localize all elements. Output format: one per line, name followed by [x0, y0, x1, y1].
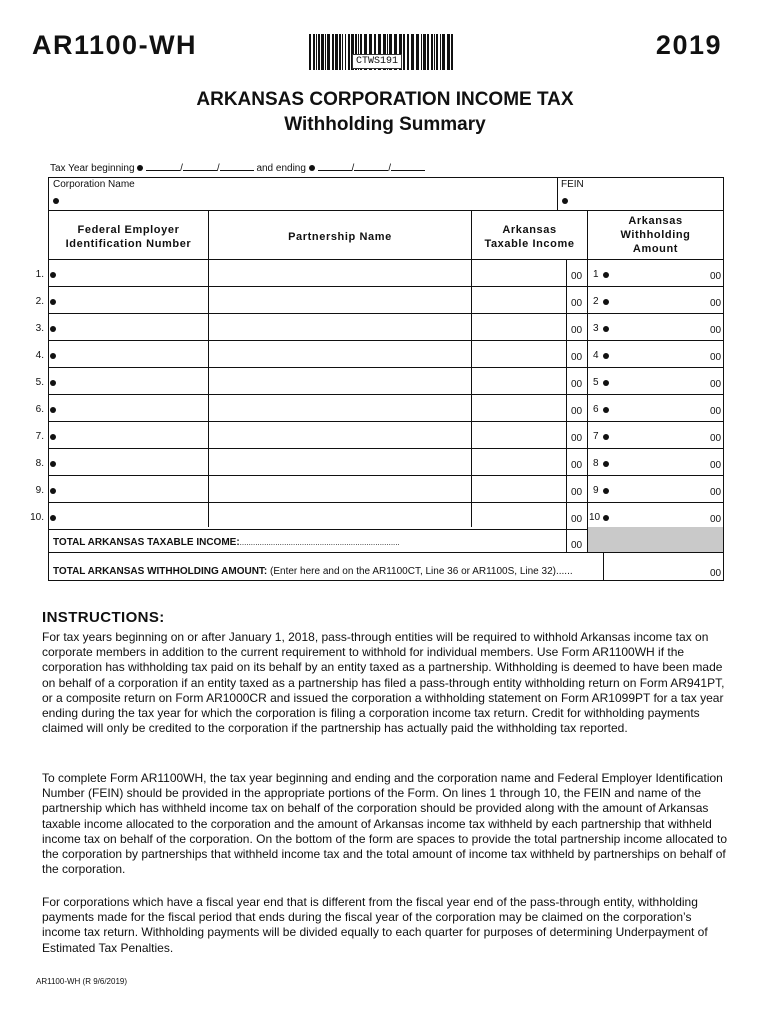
row-withholding-field[interactable]: [612, 505, 706, 526]
row-withholding-number: 7: [593, 431, 599, 442]
row-fein-field[interactable]: [58, 424, 206, 445]
bullet-icon: [50, 461, 56, 467]
header-federal-employer-id: [49, 223, 208, 251]
form-subtitle: Withholding Summary: [284, 114, 486, 135]
row-withholding-cents: 00: [710, 433, 722, 444]
row-withholding-number: 6: [593, 404, 599, 415]
row-withholding-field[interactable]: [612, 343, 706, 364]
row-withholding-cents: 00: [710, 460, 722, 471]
instructions-paragraph-2: To complete Form AR1100WH, the tax year beginning and ending and the corporation name and Federal Employer Identification Number (FEIN) should be provided in the appropriate portions of the Form. On lines 1 through 10, the FEIN and name of the partnership which has withheld income tax on behalf of the corporation should be provided along with the amount of Arkansas taxable income allocated to the corporation and the amount of Arkansas income tax withheld by each partnership that withheld income tax on behalf of the corporation. On the bottom of the form are spaces to provide the total partnership income allocated to the corporation by partnerships that withheld income tax and the total amount of income tax withheld by partnerships on behalf of the corporation.: [42, 771, 728, 877]
total-taxable-income-cents: 00: [571, 540, 583, 551]
row-partnership-name-field[interactable]: [211, 424, 469, 445]
row-number: 3.: [35, 323, 44, 334]
bullet-icon: [603, 434, 609, 440]
row-partnership-name-field[interactable]: [211, 289, 469, 310]
row-withholding-cents: 00: [710, 352, 722, 363]
row-withholding-field[interactable]: [612, 262, 706, 283]
row-taxable-cents: 00: [571, 514, 583, 525]
row-fein-field[interactable]: [58, 451, 206, 472]
row-number: 5.: [35, 377, 44, 388]
bullet-icon: [50, 272, 56, 278]
row-fein-field[interactable]: [58, 370, 206, 391]
row-taxable-cents: 00: [571, 352, 583, 363]
corporation-name-label: Corporation Name: [53, 179, 135, 190]
row-withholding-number: 9: [593, 485, 599, 496]
row-fein-field[interactable]: [58, 289, 206, 310]
row-fein-field[interactable]: [58, 343, 206, 364]
total-withholding-row: [53, 566, 573, 577]
total-withholding-note: (Enter here and on the AR1100CT, Line 36 or AR1100S, Line 32)......: [270, 566, 573, 577]
row-fein-field[interactable]: [58, 397, 206, 418]
bullet-icon: [50, 326, 56, 332]
header-withholding-line2: Withholding: [620, 229, 691, 241]
fein-field[interactable]: [571, 192, 719, 208]
row-number: 8.: [35, 458, 44, 469]
tax-year-beginning-label: Tax Year beginning: [50, 163, 135, 174]
bullet-icon: [603, 461, 609, 467]
row-withholding-field[interactable]: [612, 370, 706, 391]
header-partnership-name: Partnership Name: [288, 231, 392, 243]
row-withholding-number: 2: [593, 296, 599, 307]
tax-year-line: Tax Year beginning / / and ending / /: [50, 161, 425, 174]
row-withholding-field[interactable]: [612, 397, 706, 418]
row-fein-field[interactable]: [58, 316, 206, 337]
bullet-icon: [603, 407, 609, 413]
header-taxable-income: [472, 223, 587, 251]
row-number: 9.: [35, 485, 44, 496]
bullet-icon: [50, 380, 56, 386]
row-taxable-income-field[interactable]: [474, 505, 564, 526]
row-partnership-name-field[interactable]: [211, 370, 469, 391]
row-number: 4.: [35, 350, 44, 361]
row-partnership-name-field[interactable]: [211, 478, 469, 499]
row-withholding-field[interactable]: [612, 289, 706, 310]
row-number: 10.: [30, 512, 44, 523]
leader-dots: ........................................................................: [239, 538, 400, 547]
row-taxable-income-field[interactable]: [474, 424, 564, 445]
bullet-icon: [603, 326, 609, 332]
row-taxable-income-field[interactable]: [474, 343, 564, 364]
row-fein-field[interactable]: [58, 262, 206, 283]
row-taxable-income-field[interactable]: [474, 370, 564, 391]
row-partnership-name-field[interactable]: [211, 451, 469, 472]
instructions-paragraph-3: For corporations which have a fiscal year end that is different from the fiscal year end of the pass-through entity, withholding payments made for the fiscal period that ends during the fiscal year of the corporation may be claimed on the corporation’s income tax return. Withholding payments will be divided equally to each quarter for purposes of determining Underpayment of Estimated Tax Penalties.: [42, 895, 708, 955]
row-taxable-income-field[interactable]: [474, 262, 564, 283]
total-taxable-income-field[interactable]: [473, 531, 565, 551]
row-withholding-number: 10: [589, 512, 601, 523]
form-title: ARKANSAS CORPORATION INCOME TAX: [196, 89, 574, 110]
row-taxable-income-field[interactable]: [474, 397, 564, 418]
row-taxable-cents: 00: [571, 325, 583, 336]
bullet-icon: [50, 407, 56, 413]
row-taxable-cents: 00: [571, 406, 583, 417]
row-taxable-income-field[interactable]: [474, 289, 564, 310]
total-withholding-field[interactable]: [606, 556, 706, 578]
bullet-icon: [603, 353, 609, 359]
row-taxable-cents: 00: [571, 298, 583, 309]
row-withholding-field[interactable]: [612, 478, 706, 499]
row-withholding-cents: 00: [710, 406, 722, 417]
bullet-icon: [53, 198, 59, 204]
row-withholding-field[interactable]: [612, 451, 706, 472]
bullet-icon: [603, 299, 609, 305]
row-taxable-cents: 00: [571, 433, 583, 444]
form-id: AR1100-WH: [32, 30, 198, 60]
row-withholding-cents: 00: [710, 325, 722, 336]
row-withholding-number: 3: [593, 323, 599, 334]
row-fein-field[interactable]: [58, 478, 206, 499]
row-partnership-name-field[interactable]: [211, 397, 469, 418]
corporation-name-field[interactable]: [62, 192, 552, 208]
header-fein-line1: Federal Employer: [77, 224, 180, 236]
row-withholding-cents: 00: [710, 379, 722, 390]
row-withholding-cents: 00: [710, 487, 722, 498]
revision-footer: AR1100-WH (R 9/6/2019): [36, 977, 127, 986]
row-withholding-cents: 00: [710, 514, 722, 525]
bullet-icon: [603, 488, 609, 494]
total-taxable-income-row: [53, 537, 400, 548]
header-withholding-amount: [588, 214, 723, 256]
row-withholding-field[interactable]: [612, 424, 706, 445]
total-withholding-cents: 00: [710, 568, 722, 579]
row-taxable-income-field[interactable]: [474, 478, 564, 499]
row-withholding-cents: 00: [710, 298, 722, 309]
bullet-icon: [603, 515, 609, 521]
row-withholding-number: 8: [593, 458, 599, 469]
row-withholding-field[interactable]: [612, 316, 706, 337]
total-withholding-label: TOTAL ARKANSAS WITHHOLDING AMOUNT:: [53, 566, 268, 577]
row-partnership-name-field[interactable]: [211, 262, 469, 283]
row-taxable-income-field[interactable]: [474, 451, 564, 472]
row-taxable-cents: 00: [571, 460, 583, 471]
row-number: 1.: [35, 269, 44, 280]
row-partnership-name-field[interactable]: [211, 505, 469, 526]
row-withholding-number: 5: [593, 377, 599, 388]
form-year: 2019: [655, 30, 722, 60]
bullet-icon: [50, 353, 56, 359]
row-taxable-cents: 00: [571, 379, 583, 390]
tax-year-ending-label: and ending: [256, 163, 306, 174]
row-taxable-cents: 00: [571, 487, 583, 498]
row-withholding-cents: 00: [710, 271, 722, 282]
bullet-icon: [50, 488, 56, 494]
header-taxable-line1: Arkansas: [502, 224, 557, 236]
instructions-paragraph-1: For tax years beginning on or after January 1, 2018, pass-through entities will be required to withhold Arkansas income tax on corporate members in addition to the current requirement to withhold for individual members. Use Form AR1100WH if the corporation has withholding tax paid on its behalf by an entity taxed as a partnership. Withholding is deemed to have been made on behalf of a corporation if an entity taxed as a partnership has filed a pass-through entity withholding return on Form AR941PT, or a composite return on Form AR1000CR and issued the corporation a withholding statement on Form AR1099PT for a tax year ending during the tax year for which the corporation is filing a corporation income tax return. Credit for withholding payments claimed will only be credited to the corporation if the partnership has actually paid the withholding tax reported.: [42, 630, 725, 736]
bullet-icon: [562, 198, 568, 204]
row-withholding-number: 1: [593, 269, 599, 280]
row-number: 2.: [35, 296, 44, 307]
header-fein-line2: Identification Number: [65, 238, 192, 250]
bullet-icon: [50, 299, 56, 305]
row-withholding-number: 4: [593, 350, 599, 361]
row-partnership-name-field[interactable]: [211, 316, 469, 337]
row-taxable-income-field[interactable]: [474, 316, 564, 337]
row-taxable-cents: 00: [571, 271, 583, 282]
instructions-title: INSTRUCTIONS:: [42, 609, 165, 626]
shaded-cell: [588, 527, 723, 552]
row-number: 7.: [35, 431, 44, 442]
bullet-icon: [603, 380, 609, 386]
bullet-icon: [603, 272, 609, 278]
total-taxable-income-label: TOTAL ARKANSAS TAXABLE INCOME:: [53, 537, 240, 548]
row-partnership-name-field[interactable]: [211, 343, 469, 364]
row-fein-field[interactable]: [58, 505, 206, 526]
barcode-code: CTWS191: [352, 54, 402, 69]
bullet-icon: [50, 515, 56, 521]
fein-label: FEIN: [561, 179, 584, 190]
header-withholding-line1: Arkansas: [628, 215, 683, 227]
header-withholding-line3: Amount: [632, 243, 679, 255]
row-number: 6.: [35, 404, 44, 415]
bullet-icon: [50, 434, 56, 440]
header-taxable-line2: Taxable Income: [484, 238, 575, 250]
